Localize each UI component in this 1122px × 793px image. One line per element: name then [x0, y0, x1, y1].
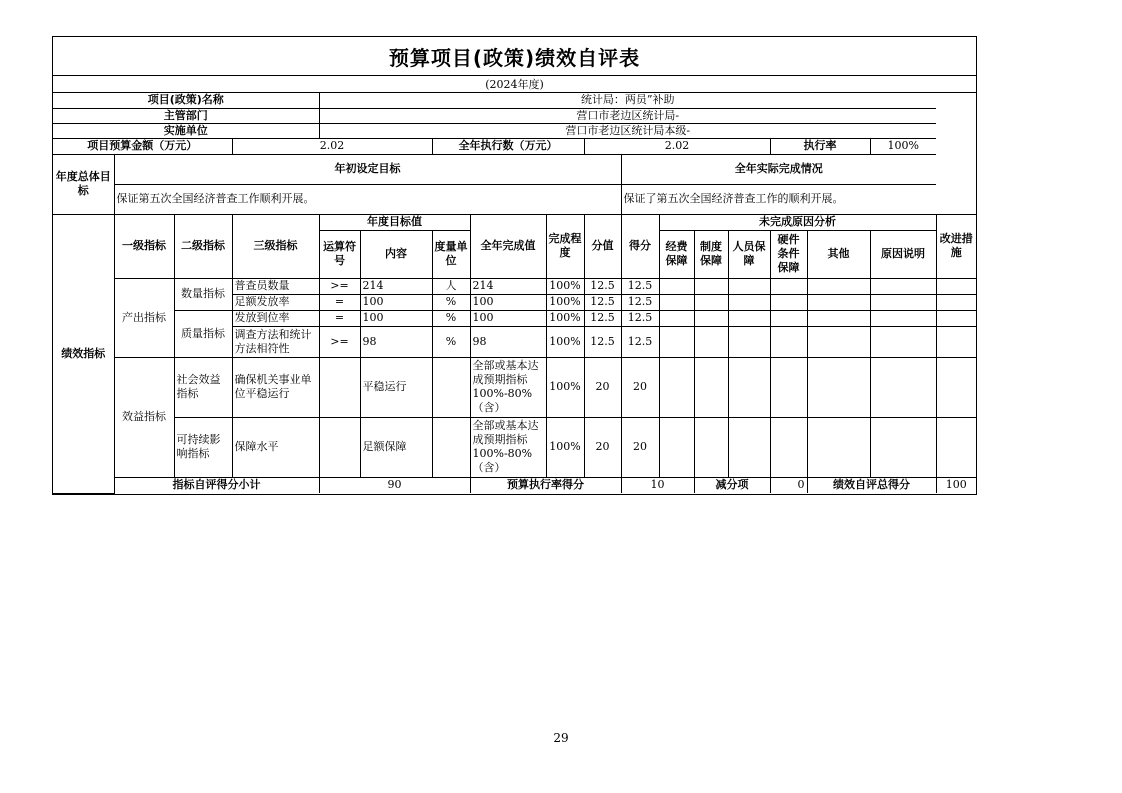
- row-op: >=: [319, 278, 360, 294]
- personnel-header: 人员保障: [728, 230, 770, 278]
- indicator-section-label: 绩效指标: [53, 214, 114, 493]
- completion-header: 完成程度: [546, 214, 584, 278]
- dept-label: 主管部门: [53, 108, 319, 123]
- project-name-label: 项目(政策)名称: [53, 93, 319, 108]
- row-content: 100: [360, 294, 432, 310]
- row-unit: [432, 357, 470, 417]
- unit-label: 实施单位: [53, 123, 319, 138]
- row-got: 12.5: [621, 278, 659, 294]
- row-l3: 保障水平: [232, 417, 319, 477]
- quality-indicator-label: 质量指标: [174, 310, 232, 357]
- evaluation-table: [53, 93, 976, 494]
- row-score: 12.5: [584, 310, 621, 326]
- unfinished-header: 未完成原因分析: [659, 214, 936, 230]
- content-header: 内容: [360, 230, 432, 278]
- sustain-indicator-label: 可持续影响指标: [174, 417, 232, 477]
- row-l3: 足额发放率: [232, 294, 319, 310]
- form-year: (2024年度): [53, 76, 976, 93]
- row-score: 12.5: [584, 278, 621, 294]
- row-content: 214: [360, 278, 432, 294]
- row-unit: %: [432, 326, 470, 357]
- row-done: 100: [470, 294, 546, 310]
- row-score: 12.5: [584, 294, 621, 310]
- row-unit: 人: [432, 278, 470, 294]
- reason-header: 原因说明: [870, 230, 936, 278]
- row-pct: 100%: [546, 310, 584, 326]
- total-score-value: 100: [936, 477, 976, 493]
- actual-goal-header: 全年实际完成情况: [621, 154, 936, 184]
- row-op: =: [319, 310, 360, 326]
- hardware-header: 硬件条件保障: [770, 230, 807, 278]
- row-pct: 100%: [546, 294, 584, 310]
- row-pct: 100%: [546, 417, 584, 477]
- annual-target-header: 年度目标值: [319, 214, 470, 230]
- row-l3: 普查员数量: [232, 278, 319, 294]
- rate-value: 100%: [870, 138, 936, 154]
- quantity-indicator-label: 数量指标: [174, 278, 232, 310]
- subtotal-value: 90: [319, 477, 470, 493]
- initial-goal-header: 年初设定目标: [114, 154, 621, 184]
- row-content: 平稳运行: [360, 357, 432, 417]
- system-header: 制度保障: [694, 230, 728, 278]
- row-content: 足额保障: [360, 417, 432, 477]
- unit-header: 度量单位: [432, 230, 470, 278]
- funding-header: 经费保障: [659, 230, 694, 278]
- row-unit: [432, 417, 470, 477]
- project-name-value: 统计局：两员”补助: [319, 93, 936, 108]
- row-content: 98: [360, 326, 432, 357]
- score-got-header: 得分: [621, 214, 659, 278]
- page-number: 29: [553, 731, 569, 745]
- row-op: >=: [319, 326, 360, 357]
- improve-header: 改进措施: [936, 214, 976, 278]
- deduct-label: 减分项: [694, 477, 770, 493]
- form-title: 预算项目(政策)绩效自评表: [53, 37, 976, 76]
- budget-rate-score-value: 10: [621, 477, 694, 493]
- exec-value: 2.02: [584, 138, 770, 154]
- annual-goal-label: 年度总体目标: [53, 154, 114, 214]
- unit-value: 营口市老边区统计局本级-: [319, 123, 936, 138]
- row-done: 214: [470, 278, 546, 294]
- row-op: [319, 357, 360, 417]
- row-score: 20: [584, 357, 621, 417]
- budget-value: 2.02: [232, 138, 432, 154]
- row-got: 12.5: [621, 310, 659, 326]
- level1-header: 一级指标: [114, 214, 174, 278]
- actual-goal-text: 保证了第五次全国经济普查工作的顺利开展。: [621, 184, 936, 214]
- row-pct: 100%: [546, 357, 584, 417]
- dept-value: 营口市老边区统计局-: [319, 108, 936, 123]
- output-indicator-label: 产出指标: [114, 278, 174, 357]
- level2-header: 二级指标: [174, 214, 232, 278]
- budget-rate-score-label: 预算执行率得分: [470, 477, 621, 493]
- row-got: 12.5: [621, 294, 659, 310]
- row-got: 20: [621, 357, 659, 417]
- row-l3: 发放到位率: [232, 310, 319, 326]
- evaluation-form: [52, 36, 977, 495]
- row-pct: 100%: [546, 326, 584, 357]
- row-l3: 调查方法和统计方法相符性: [232, 326, 319, 357]
- row-op: =: [319, 294, 360, 310]
- row-got: 12.5: [621, 326, 659, 357]
- score-value-header: 分值: [584, 214, 621, 278]
- row-got: 20: [621, 417, 659, 477]
- deduct-value: 0: [770, 477, 807, 493]
- row-done: 100: [470, 310, 546, 326]
- subtotal-label: 指标自评得分小计: [114, 477, 319, 493]
- row-done: 98: [470, 326, 546, 357]
- full-year-value-header: 全年完成值: [470, 214, 546, 278]
- exec-label: 全年执行数（万元）: [432, 138, 584, 154]
- row-done: 全部或基本达成预期指标100%-80%（含）: [470, 357, 546, 417]
- row-content: 100: [360, 310, 432, 326]
- row-score: 12.5: [584, 326, 621, 357]
- row-unit: %: [432, 294, 470, 310]
- row-done: 全部或基本达成预期指标100%-80%（含）: [470, 417, 546, 477]
- rate-label: 执行率: [770, 138, 870, 154]
- level3-header: 三级指标: [232, 214, 319, 278]
- row-op: [319, 417, 360, 477]
- other-header: 其他: [807, 230, 870, 278]
- benefit-indicator-label: 效益指标: [114, 357, 174, 477]
- row-pct: 100%: [546, 278, 584, 294]
- initial-goal-text: 保证第五次全国经济普查工作顺利开展。: [114, 184, 621, 214]
- row-unit: %: [432, 310, 470, 326]
- row-score: 20: [584, 417, 621, 477]
- social-indicator-label: 社会效益指标: [174, 357, 232, 417]
- row-l3: 确保机关事业单位平稳运行: [232, 357, 319, 417]
- operator-header: 运算符号: [319, 230, 360, 278]
- budget-label: 项目预算金额（万元）: [53, 138, 232, 154]
- total-score-label: 绩效自评总得分: [807, 477, 936, 493]
